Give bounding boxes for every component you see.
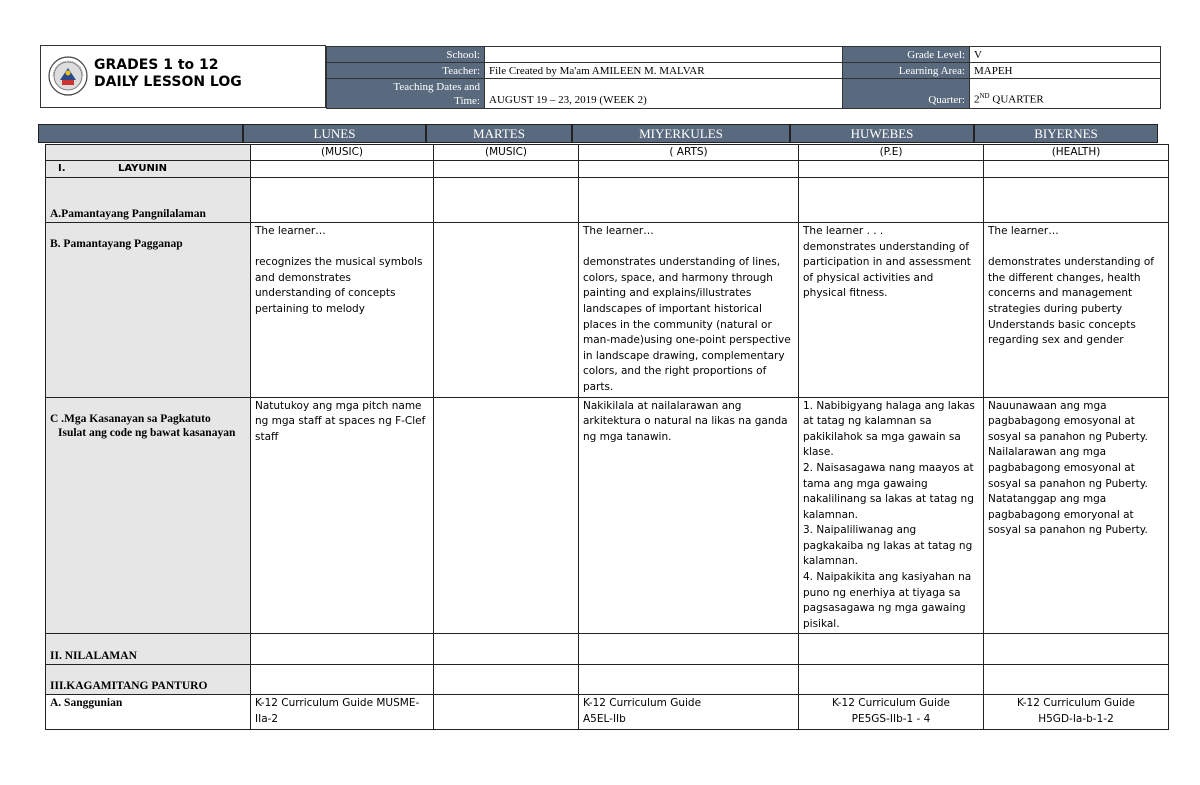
teaching-dates-value: AUGUST 19 – 23, 2019 (WEEK 2) (485, 79, 843, 109)
pamantayang-pagganap-label: B. Pamantayang Pagganap (46, 223, 251, 398)
quarter-word: QUARTER (989, 94, 1044, 106)
subject-row (46, 145, 1169, 161)
quarter-value (970, 79, 1161, 109)
kasanayan-row (46, 397, 1169, 634)
day-header-martes: MARTES (426, 124, 572, 143)
nilalaman-cell (434, 634, 579, 665)
kasanayan-martes (434, 397, 579, 634)
grade-level-label: Grade Level: (843, 47, 970, 63)
kagamitan-cell (799, 665, 984, 695)
subject-miyerkules: ( ARTS) (579, 145, 799, 161)
teacher-value: File Created by Ma'am AMILEEN M. MALVAR (485, 63, 843, 79)
layunin-cell (579, 161, 799, 178)
day-header-bar (38, 124, 1158, 143)
pamantayang-pagganap-row (46, 223, 1169, 398)
day-header-lunes: LUNES (243, 124, 426, 143)
day-header-huwebes: HUWEBES (790, 124, 974, 143)
kasanayan-huwebes: 1. Nabibigyang halaga ang lakas at tatag ng kalamnan sa pakikilahok sa mga gawain sa klase. 2. Naisasagawa nang maayos at tama ang mga gawaing nakalilinang sa lakas at tatag ng kalamnan. 3. Naipaliliwanag ang pagkakaiba ng lakas at tatag ng kalamnan. 4. Naipakikita ang kasiyahan na puno ng enerhiya at tiyaga sa pagsasagawa ng mga gawaing pisikal. (799, 397, 984, 634)
title-line-2: DAILY LESSON LOG (94, 74, 242, 90)
grade-level-value: V (970, 47, 1161, 63)
title-line-1: GRADES 1 to 12 (94, 57, 219, 73)
teaching-dates-label (327, 79, 485, 109)
lesson-log-table (45, 144, 1169, 730)
sanggunian-lunes: K-12 Curriculum Guide MUSME-IIa-2 (251, 695, 434, 729)
learning-area-label: Learning Area: (843, 63, 970, 79)
nilalaman-cell (984, 634, 1169, 665)
quarter-label: Quarter: (843, 79, 970, 109)
kasanayan-biyernes: Nauunawaan ang mga pagbabagong emosyonal at sosyal sa panahon ng Puberty. Nailalarawan ang mga pagbabagong emosyonal at sosyal sa panahon ng Puberty. Natatanggap ang mga pagbabagong emoryonal at sosyal sa panahon ng Puberty. (984, 397, 1169, 634)
school-label: School: (327, 47, 485, 63)
nilalaman-cell (579, 634, 799, 665)
teaching-dates-label-line2: Time: (454, 95, 480, 107)
kagamitan-cell (579, 665, 799, 695)
pamantayang-pangnilalaman-label: A.Pamantayang Pangnilalaman (46, 178, 251, 223)
kagamitan-cell (251, 665, 434, 695)
pagganap-lunes: The learner… recognizes the musical symbols and demonstrates understanding of concepts pertaining to melody (251, 223, 434, 398)
kasanayan-miyerkules: Nakikilala at nailalarawan ang arkitektura o natural na likas na ganda ng mga tanawin. (579, 397, 799, 634)
subject-biyernes: (HEALTH) (984, 145, 1169, 161)
kagamitan-label: III.KAGAMITANG PANTURO (46, 665, 251, 695)
kasanayan-label (46, 397, 251, 634)
day-header-biyernes: BIYERNES (974, 124, 1158, 143)
deped-seal-icon (47, 50, 89, 102)
quarter-suffix: ND (979, 92, 990, 101)
pagganap-miyerkules: The learner… demonstrates understanding of lines, colors, space, and harmony through painting and explains/illustrates landscapes of important historical places in the community (natural or man-made)using one-point perspective in landscape drawing, complementary colors, and the right proportions of parts. (579, 223, 799, 398)
sanggunian-miyerkules: K-12 Curriculum Guide A5EL-IIb (579, 695, 799, 729)
layunin-text: LAYUNIN (118, 163, 167, 174)
pamantayang-pangnilalaman-row (46, 178, 1169, 223)
nilalaman-row (46, 634, 1169, 665)
sanggunian-label: A. Sanggunian (46, 695, 251, 729)
nilalaman-cell (251, 634, 434, 665)
quarter-number: 2 (974, 94, 980, 106)
sanggunian-row (46, 695, 1169, 729)
pangnilalaman-cell (251, 178, 434, 223)
subject-lunes: (MUSIC) (251, 145, 434, 161)
day-header-blank (38, 124, 243, 143)
sanggunian-huwebes: K-12 Curriculum Guide PE5GS-IIb-1 - 4 (799, 695, 984, 729)
pangnilalaman-cell (434, 178, 579, 223)
layunin-cell (799, 161, 984, 178)
layunin-label (46, 161, 251, 178)
nilalaman-label: II. NILALAMAN (46, 634, 251, 665)
info-table (326, 46, 1161, 109)
kasanayan-label-line1: C .Mga Kasanayan sa Pagkatuto (50, 412, 211, 425)
layunin-cell (984, 161, 1169, 178)
teaching-dates-label-line1: Teaching Dates and (393, 81, 480, 93)
subject-row-label (46, 145, 251, 161)
layunin-number: I. (58, 163, 66, 174)
day-header-miyerkules: MIYERKULES (572, 124, 790, 143)
sanggunian-martes (434, 695, 579, 729)
pangnilalaman-cell (799, 178, 984, 223)
kasanayan-label-line2: Isulat ang code ng bawat kasanayan (58, 426, 236, 439)
teacher-label: Teacher: (327, 63, 485, 79)
pagganap-huwebes: The learner . . . demonstrates understanding of participation in and assessment of physical activities and physical fitness. (799, 223, 984, 398)
kagamitan-cell (434, 665, 579, 695)
learning-area-value: MAPEH (970, 63, 1161, 79)
pagganap-biyernes: The learner… demonstrates understanding of the different changes, health concerns and management strategies during puberty Understands basic concepts regarding sex and gender (984, 223, 1169, 398)
pagganap-martes (434, 223, 579, 398)
layunin-cell (434, 161, 579, 178)
kagamitan-row (46, 665, 1169, 695)
sanggunian-biyernes: K-12 Curriculum Guide H5GD-Ia-b-1-2 (984, 695, 1169, 729)
layunin-row (46, 161, 1169, 178)
kagamitan-cell (984, 665, 1169, 695)
kasanayan-lunes: Natutukoy ang mga pitch name ng mga staff at spaces ng F-Clef staff (251, 397, 434, 634)
nilalaman-cell (799, 634, 984, 665)
subject-martes: (MUSIC) (434, 145, 579, 161)
school-value (485, 47, 843, 63)
pangnilalaman-cell (984, 178, 1169, 223)
pangnilalaman-cell (579, 178, 799, 223)
subject-huwebes: (P.E) (799, 145, 984, 161)
layunin-cell (251, 161, 434, 178)
